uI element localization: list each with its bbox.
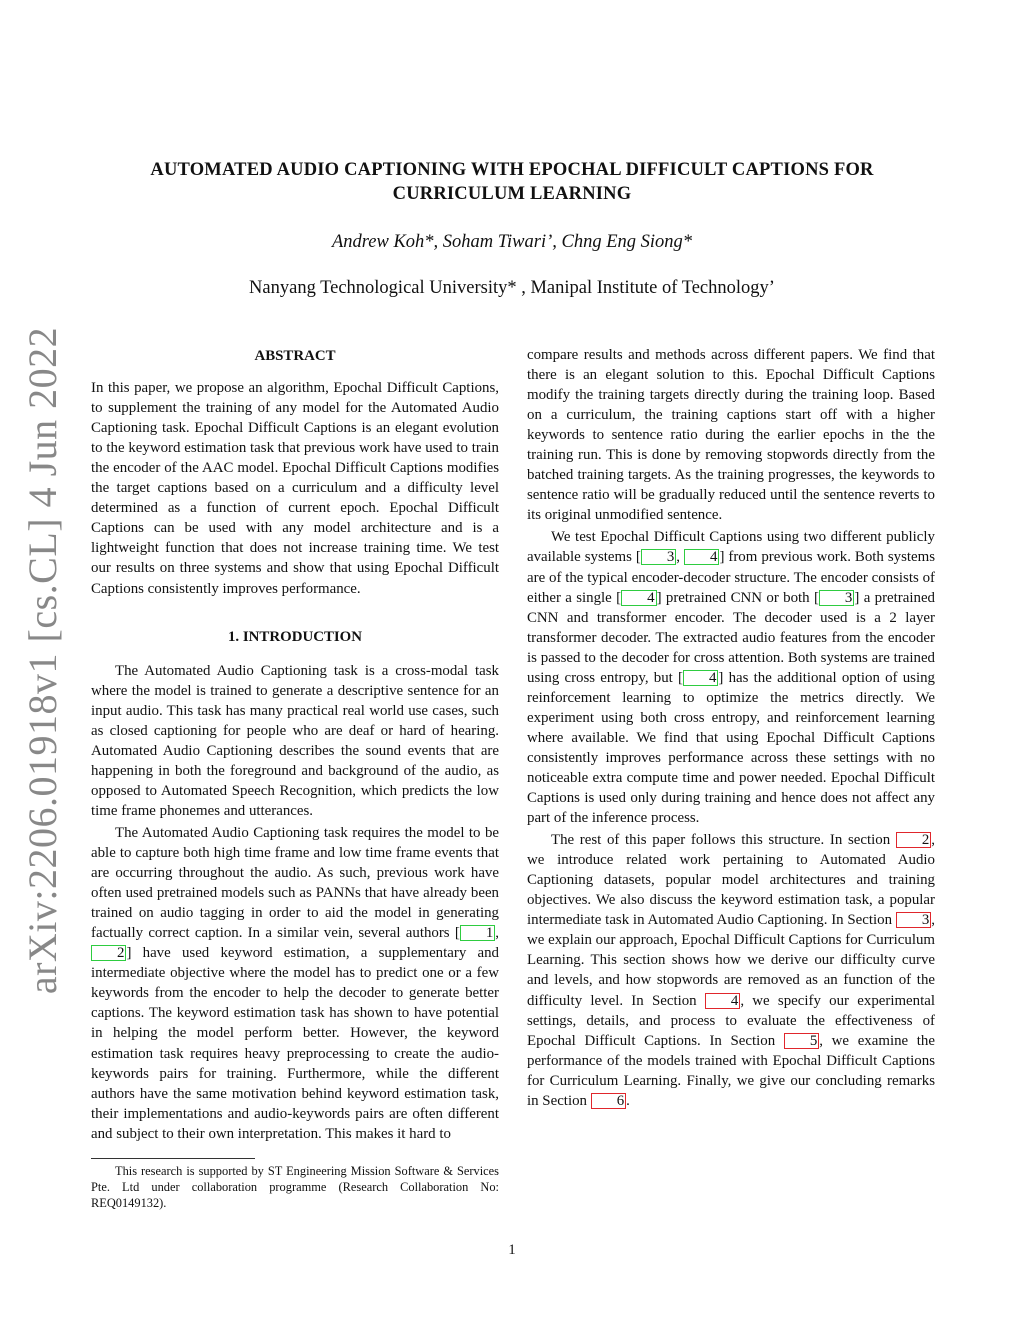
paper-title <box>110 158 914 206</box>
authors: Andrew Koh*, Soham Tiwari’, Chng Eng Siong* <box>331 232 693 252</box>
text-run: , we introduce related work pertaining to Automated Audio Captioning datasets, popular model architectures and training objectives. We also discuss the keyword estimation task, a popular intermediate task in Automated Audio Captioning. In Section <box>527 832 935 929</box>
right-column <box>527 345 935 1111</box>
abstract-text: In this paper, we propose an algorithm, Epochal Difficult Captions, to supplement the training of any model for the Automated Audio Captioning task. Epochal Difficult Captions is an elegant evolution to the keyword estimation task that previous work have used to train the encoder of the AAC model. Epochal Difficult Captions modifies the target captions based on a curriculum and a difficulty level determined as a function of current epoch. Epochal Difficult Captions can be used with any model architecture and is a lightweight function that does not increase training time. We test our results on three systems and show that using Epochal Difficult Captions consistently improves performance. <box>91 380 499 597</box>
text-run: , we examine the performance of the models trained with Epochal Difficult Captions for Curriculum Learning. Finally, we give our concluding remarks in Section <box>527 1032 935 1109</box>
text-run: . <box>626 1092 630 1109</box>
text-run: ] have used keyword estimation, a supplementary and intermediate objective where the model has to predict one or a few keywords from the encoder to help the decoder to generate better captions. The keyword estimation task has shown to have potential in helping the model perform better. However, the keyword estimation task requires heavy preprocessing to create the audio-keywords pairs for training. Furthermore, while the different authors have the same motivation behind keyword estimation task, their implementations and audio-keywords pairs are often different and subject to their own interpretation. This makes it hard to <box>91 945 499 1142</box>
affiliation: Nanyang Technological University* , Manipal Institute of Technology’ <box>249 278 775 298</box>
text-run: , <box>676 549 684 566</box>
continuation <box>527 345 935 525</box>
section-link[interactable]: 4 <box>705 993 740 1009</box>
text-run: compare results and methods across different papers. We find that there is an elegant solution to this. Epochal Difficult Captions modify the training targets directly during the training loop. Based on a curriculum, the training captions start off with a higher keywords to sentence ratio during the earlier epochs in the the training run. This is done by removing stopwords directly from the batched training targets. As the training progresses, the keywords to sentence ratio will be gradually reduced until the sentence reverts to its original unmodified sentence. <box>527 347 935 524</box>
intro-paragraph-1: The Automated Audio Captioning task is a cross-modal task where the model is trained to generate a descriptive sentence for an input audio. This task has many practical real world use cases, such as closed captioning for people who are deaf or hard of hearing. Automated Audio Captioning describes the sound events that are happening in both the foreground and background of the audio, as opposed to Automated Speech Recognition, which predicts the low time frame phonemes and utterances. <box>91 662 499 819</box>
left-column <box>91 346 499 1144</box>
text-run: , we specify our experimental settings, details, and process to evaluate the effectiveness of Epochal Difficult Captions. In Section <box>527 992 935 1049</box>
intro-paragraph-2 <box>91 823 499 1144</box>
citation-link[interactable]: 3 <box>641 549 676 565</box>
citation-link[interactable]: 3 <box>819 590 854 606</box>
citation-link[interactable]: 1 <box>460 925 495 941</box>
page-number: 1 <box>508 1242 516 1258</box>
footnote-rule <box>91 1158 255 1159</box>
section-link[interactable]: 6 <box>591 1093 626 1109</box>
title-line-2: CURRICULUM LEARNING <box>392 184 632 204</box>
citation-link[interactable]: 4 <box>684 549 719 565</box>
text-run: , we explain our approach, Epochal Difficult Captions for Curriculum Learning. This section shows how we derive our difficulty curve and levels, and how stopwords are removed as an function of the difficulty level. In Section <box>527 912 935 1009</box>
footnote-text: This research is supported by ST Engineering Mission Software & Services Pte. Ltd under collaboration programme (Research Collaboration No: REQ0149132). <box>91 1164 499 1210</box>
text-run: ] pretrained CNN or both [ <box>656 589 819 606</box>
intro-paragraph-3 <box>527 527 935 828</box>
citation-link[interactable]: 4 <box>683 670 718 686</box>
text-run: ] from previous work. Both systems are of the typical encoder-decoder structure. The encoder consists of either a single [ <box>527 549 935 606</box>
text-run: , <box>495 925 499 942</box>
title-line-1: AUTOMATED AUDIO CAPTIONING WITH EPOCHAL DIFFICULT CAPTIONS FOR <box>150 160 874 180</box>
intro-heading: 1. INTRODUCTION <box>227 628 363 645</box>
text-run: ] a pretrained CNN and transformer encoder. The decoder used is a 2 layer transformer decoder. The extracted audio features from the encoder is passed to the decoder for cross attention. Both systems are trained using cross entropy, but [ <box>527 589 936 686</box>
footnote <box>91 1163 499 1211</box>
section-link[interactable]: 2 <box>896 832 931 848</box>
abstract-heading: ABSTRACT <box>254 348 336 364</box>
text-run: The rest of this paper follows this structure. In section <box>551 832 896 849</box>
arxiv-id: arXiv:2206.01918v1 [cs.CL] 4 Jun 2022 <box>20 326 66 994</box>
text-run: The Automated Audio Captioning task requires the model to be able to capture both high time frame and low time frame events that are occurring throughout the audio. As such, previous work have often used pretrained models such as PANNs that have already been trained on audio tagging in order to aid the model in generating factually correct caption. In a similar vein, several authors [ <box>91 824 499 942</box>
intro-paragraph-4 <box>527 830 935 1111</box>
text-run: We test Epochal Difficult Captions using two different publicly available systems [ <box>527 529 935 566</box>
section-link[interactable]: 5 <box>784 1033 819 1049</box>
text-run: ] has the additional option of using reinforcement learning to optimize the metrics directly. We experiment using both cross entropy, and reinforcement learning where available. We find that using Epochal Difficult Captions consistently improves performance across these settings with no noticeable extra compute time and power needed. Epochal Difficult Captions is used only during training and hence does not affect any part of the inference process. <box>527 669 935 827</box>
citation-link[interactable]: 2 <box>91 945 126 961</box>
citation-link[interactable]: 4 <box>621 590 656 606</box>
arxiv-stamp <box>18 326 68 994</box>
section-link[interactable]: 3 <box>896 912 931 928</box>
